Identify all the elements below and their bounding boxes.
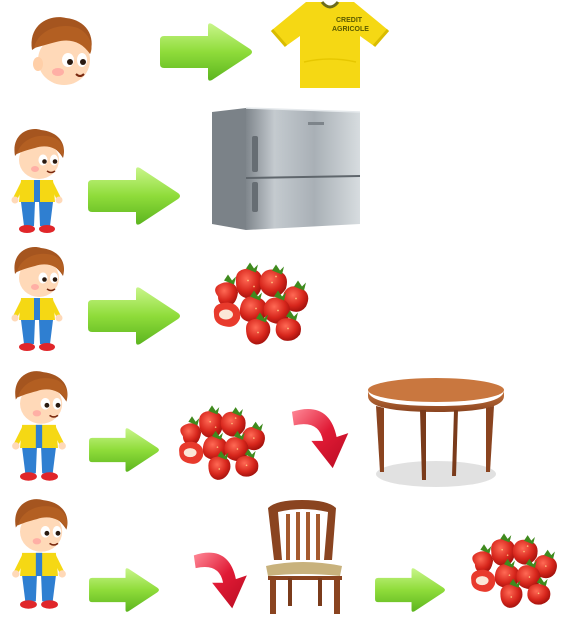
wooden-chair-icon xyxy=(262,500,346,614)
boy-standing-icon xyxy=(6,128,68,238)
red-curved-down-arrow-icon xyxy=(190,548,258,612)
green-right-arrow-icon xyxy=(86,566,162,614)
red-curved-down-arrow-icon xyxy=(290,404,358,472)
strawberries-icon xyxy=(464,530,564,614)
boy-standing-icon xyxy=(6,370,72,486)
boy-head-icon xyxy=(18,12,102,92)
boy-standing-icon xyxy=(6,246,68,356)
strawberries-icon xyxy=(206,260,316,350)
jersey-sponsor-line2: AGRICOLE xyxy=(332,26,369,33)
green-right-arrow-icon xyxy=(86,426,162,474)
green-right-arrow-icon xyxy=(156,22,256,82)
boy-standing-icon xyxy=(6,498,72,614)
green-right-arrow-icon xyxy=(84,286,184,346)
jersey-sponsor-line1: CREDIT xyxy=(336,17,363,24)
green-right-arrow-icon xyxy=(84,166,184,226)
green-right-arrow-icon xyxy=(372,566,448,614)
yellow-jersey-icon xyxy=(268,0,392,90)
strawberries-icon xyxy=(172,402,272,486)
refrigerator-icon xyxy=(212,108,362,230)
round-table-icon xyxy=(364,376,508,488)
